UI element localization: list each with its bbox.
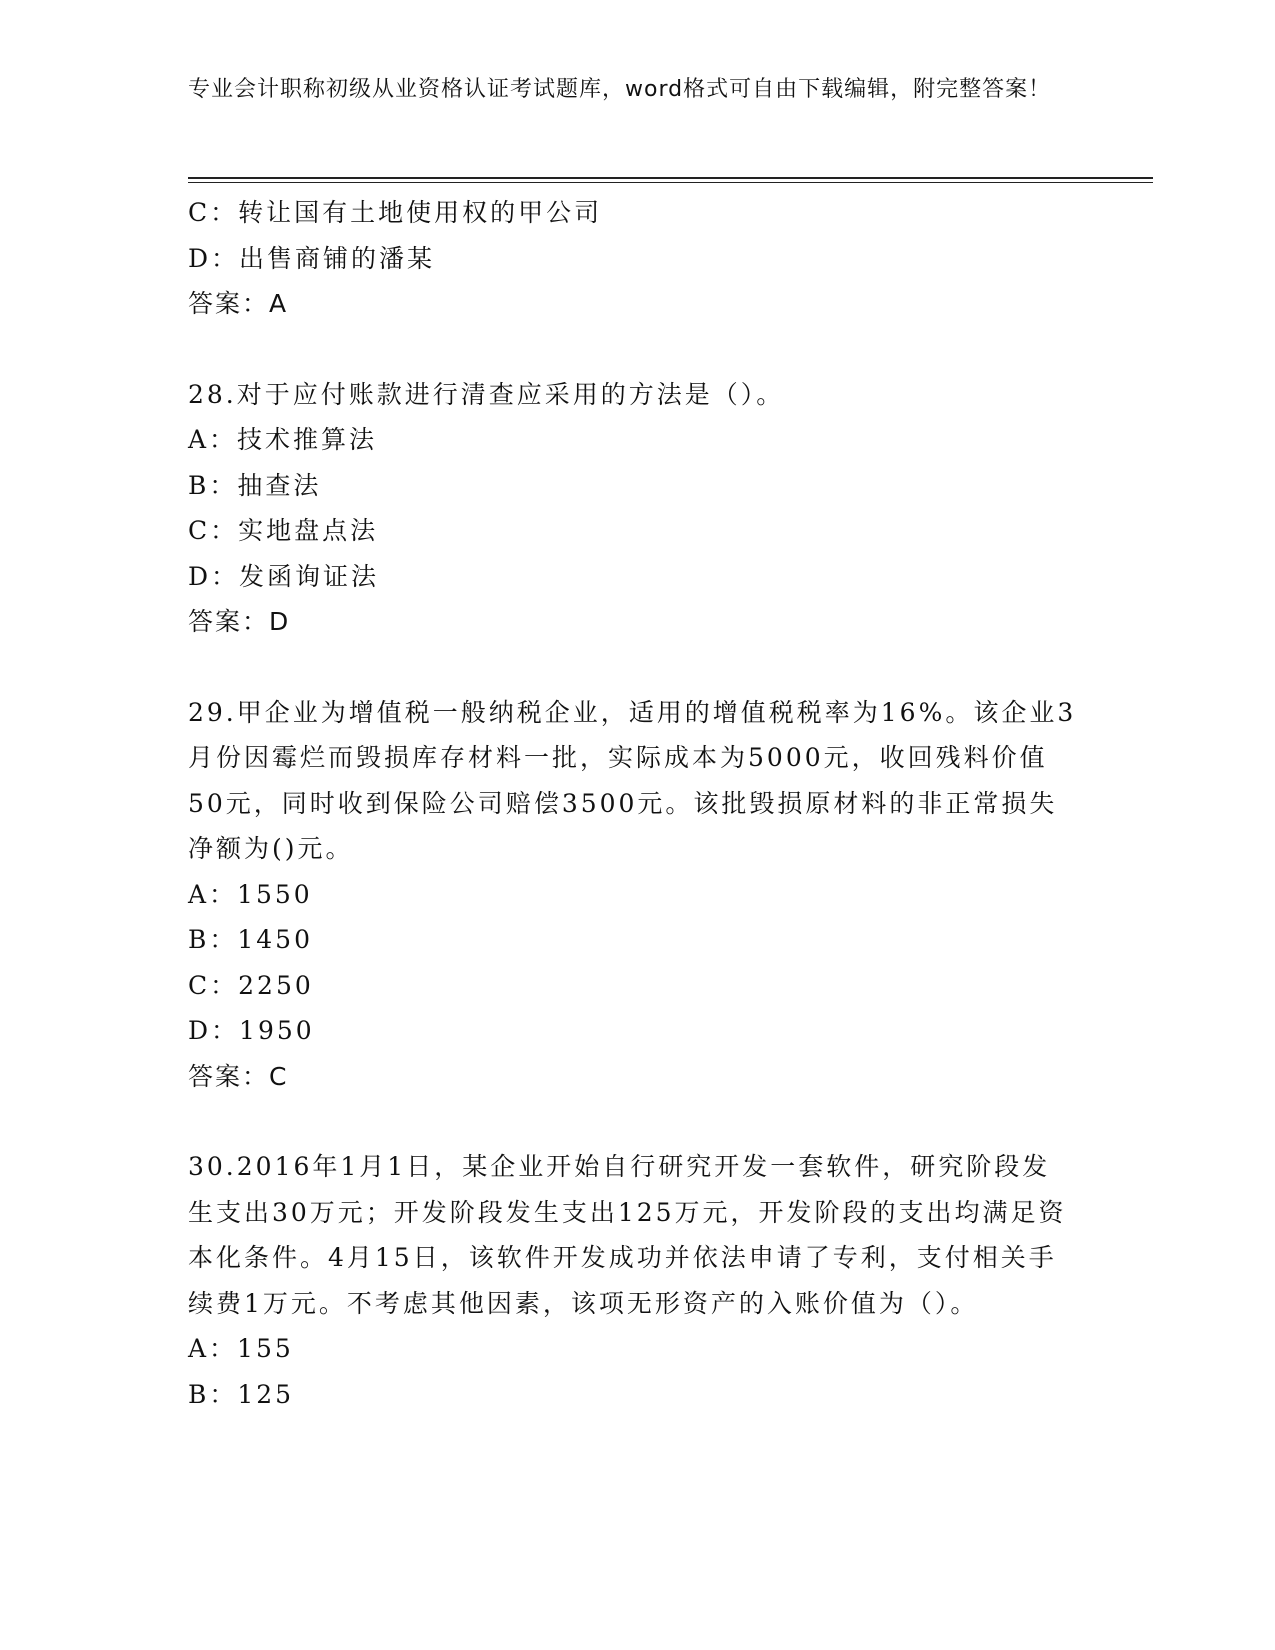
question-stem: 30.2016年1月1日，某企业开始自行研究开发一套软件，研究阶段发生支出30万元；开发阶段发生支出125万元，开发阶段的支出均满足资本化条件。4月15日，该软件开发成功并依法申请了专利，支付相关手续费1万元。不考虑其他因素，该项无形资产的入账价值为（）。: [188, 1152, 1067, 1318]
option-d: D：出售商铺的潘某: [188, 243, 436, 273]
question-30: [188, 1144, 1078, 1417]
option-b: B：1450: [188, 925, 313, 954]
header-divider: [188, 177, 1153, 179]
option-b: B：抽查法: [188, 470, 322, 500]
option-b: B：125: [188, 1379, 295, 1409]
question-stem: 28.对于应付账款进行清查应采用的方法是（）。: [188, 379, 785, 409]
option-a: A：1550: [188, 879, 313, 909]
question-28: [188, 372, 1078, 645]
header-divider-thin: [188, 182, 1153, 183]
document-header: 专业会计职称初级从业资格认证考试题库，word格式可自由下载编辑，附完整答案！: [188, 77, 1052, 102]
option-a: A：技术推算法: [188, 425, 378, 454]
answer-line: 答案：A: [188, 289, 289, 318]
option-a: A：155: [188, 1334, 294, 1363]
option-c: C：转让国有土地使用权的甲公司: [188, 198, 603, 227]
option-c: C：2250: [188, 970, 314, 1000]
question-stem: 29.甲企业为增值税一般纳税企业，适用的增值税税率为16%。该企业3月份因霉烂而毁损库存材料一批，实际成本为5000元，收回残料价值50元，同时收到保险公司赔偿3500元。该批毁损原材料的非正常损失净额为()元。: [188, 697, 1077, 863]
question-27-tail: [188, 190, 1078, 327]
question-29: [188, 690, 1078, 1100]
option-c: C：实地盘点法: [188, 516, 379, 545]
question-list: [188, 190, 1078, 1417]
option-d: D：1950: [188, 1016, 315, 1045]
option-d: D：发函询证法: [188, 561, 380, 591]
answer-line: 答案：C: [188, 1061, 289, 1091]
answer-line: 答案：D: [188, 607, 291, 636]
